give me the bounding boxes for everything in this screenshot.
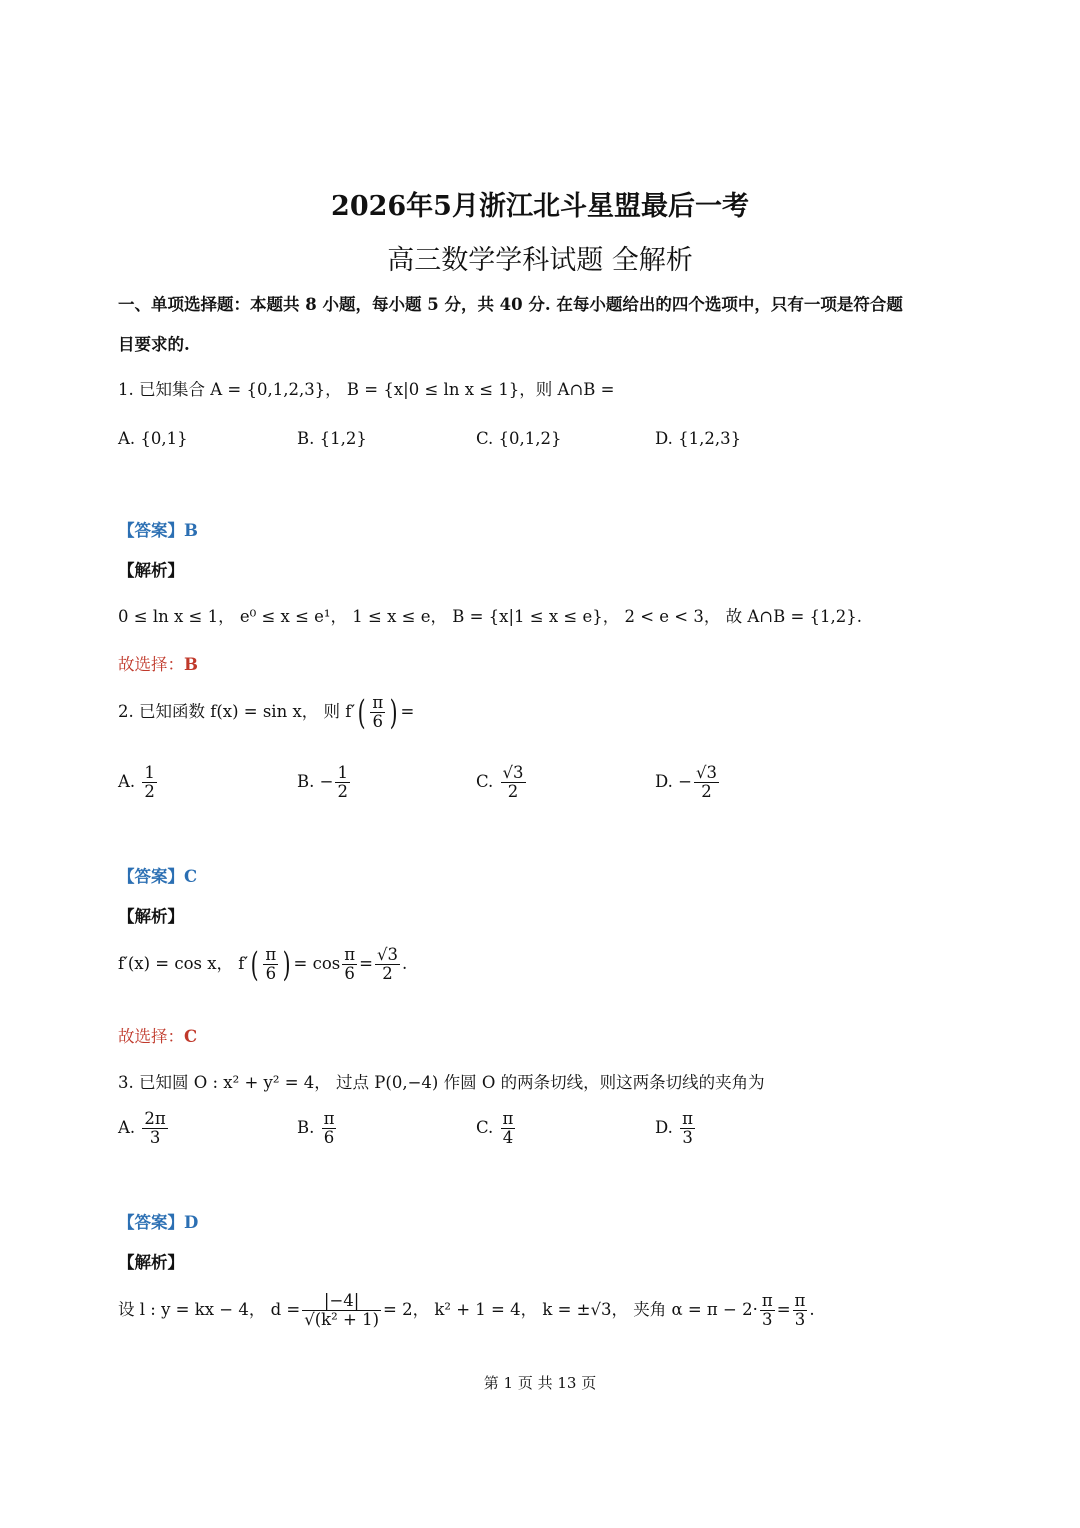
q1-option-b: B. {1,2}: [297, 429, 367, 448]
section-heading-line2: 目要求的.: [118, 335, 190, 354]
conclusion-label: 故选择：: [118, 655, 184, 674]
option-letter: B.: [297, 1118, 315, 1138]
option-letter: D.: [655, 772, 673, 792]
denominator: 3: [794, 1310, 806, 1330]
analysis-fraction: [793, 1292, 808, 1329]
numerator: π: [761, 1291, 773, 1310]
numerator: √3: [502, 763, 524, 782]
q3-option-b: [297, 1110, 338, 1147]
analysis-fraction: [263, 946, 278, 983]
q1-answer: [118, 517, 198, 541]
q3-option-a: [118, 1110, 170, 1147]
numerator: π: [344, 945, 356, 964]
denominator: 6: [265, 964, 277, 984]
q3-stem: 3. 已知圆 O : x² + y² = 4， 过点 P(0,−4) 作圆 O 的两条切线，则这两条切线的夹角为: [118, 1073, 765, 1092]
numerator: 1: [337, 763, 348, 782]
option-fraction: [142, 764, 157, 801]
denominator: 6: [344, 964, 355, 984]
q1-analysis-label: 【解析】: [118, 561, 184, 580]
q2-answer: [118, 863, 197, 887]
analysis-period: .: [809, 1300, 815, 1320]
analysis-fraction: [342, 946, 357, 983]
option-sign: −: [319, 772, 334, 792]
q2-conclusion: [118, 1023, 197, 1047]
analysis-text: = 2， k² + 1 = 4， k = ±√3， 夹角 α = π − 2·: [383, 1300, 758, 1320]
option-letter: C.: [476, 772, 494, 792]
answer-value: C: [184, 867, 198, 886]
conclusion-value: B: [184, 655, 198, 674]
q1-option-d: D. {1,2,3}: [655, 429, 742, 448]
q1-analysis: 0 ≤ ln x ≤ 1， e⁰ ≤ x ≤ e¹， 1 ≤ x ≤ e， B = {x|1 ≤ x ≤ e}， 2 < e < 3， 故 A∩B = {1,2}.: [118, 607, 862, 626]
analysis-text: 设 l : y = kx − 4， d =: [118, 1300, 301, 1320]
numerator: π: [502, 1109, 514, 1128]
numerator: 1: [144, 763, 155, 782]
numerator: |−4|: [302, 1292, 381, 1311]
left-paren: (: [250, 944, 259, 985]
denominator: 2: [337, 782, 348, 802]
option-letter: C.: [476, 1118, 494, 1138]
q2-stem-text: 2. 已知函数 f(x) = sin x， 则 f′: [118, 702, 356, 722]
q1-stem: 1. 已知集合 A = {0,1,2,3}， B = {x|0 ≤ ln x ≤ 1}，则 A∩B =: [118, 380, 615, 399]
option-letter: A.: [118, 1118, 136, 1138]
q3-analysis-label: 【解析】: [118, 1253, 184, 1272]
right-paren: ): [282, 944, 291, 985]
numerator: π: [372, 693, 384, 712]
denominator: 2: [507, 782, 519, 802]
q2-option-c: [476, 764, 528, 801]
analysis-text: f′(x) = cos x， f′: [118, 954, 249, 974]
option-sign: −: [678, 772, 692, 792]
denominator: 2: [701, 782, 712, 802]
q1-conclusion: [118, 651, 198, 675]
q2-option-b: [297, 764, 352, 801]
denominator: 2: [382, 964, 393, 984]
numerator: 2π: [144, 1109, 166, 1128]
denominator: 4: [502, 1128, 514, 1148]
page-number: 第 1 页 共 13 页: [483, 1374, 597, 1392]
section-heading-line1: 一、单项选择题：本题共 8 小题，每小题 5 分，共 40 分. 在每小题给出的四个选项中，只有一项是符合题: [118, 295, 903, 314]
q3-option-c: [476, 1110, 517, 1147]
q2-option-d: [655, 764, 721, 801]
conclusion-value: C: [184, 1027, 198, 1046]
numerator: π: [323, 1109, 335, 1128]
conclusion-label: 故选择：: [118, 1027, 184, 1046]
q2-option-a: [118, 764, 159, 801]
answer-label: 【答案】: [118, 521, 184, 540]
analysis-fraction: [760, 1292, 775, 1329]
denominator: 3: [682, 1128, 693, 1148]
q2-stem-fraction: [370, 694, 385, 731]
numerator: π: [794, 1291, 806, 1310]
analysis-text: =: [776, 1300, 791, 1320]
q3-option-d: [655, 1110, 697, 1147]
option-fraction: [680, 1110, 695, 1147]
numerator: π: [682, 1109, 693, 1128]
option-letter: D.: [655, 1118, 673, 1138]
q3-analysis: [118, 1292, 815, 1329]
analysis-text: =: [359, 954, 373, 974]
page-subtitle: 高三数学学科试题 全解析: [387, 245, 693, 276]
answer-label: 【答案】: [118, 1213, 184, 1232]
option-fraction: [694, 764, 719, 801]
option-fraction: [501, 764, 526, 801]
q2-stem: [118, 694, 414, 731]
q2-analysis: [118, 946, 407, 983]
denominator: 3: [149, 1128, 161, 1148]
denominator: 3: [762, 1310, 773, 1330]
analysis-period: .: [401, 954, 408, 974]
right-paren: ): [389, 692, 398, 733]
q1-option-c: C. {0,1,2}: [476, 429, 562, 448]
page-title: 2026年5月浙江北斗星盟最后一考: [331, 191, 749, 222]
numerator: √3: [695, 763, 717, 782]
answer-value: D: [184, 1213, 199, 1232]
option-fraction: [501, 1110, 516, 1147]
answer-value: B: [184, 521, 198, 540]
answer-label: 【答案】: [118, 867, 184, 886]
option-fraction: [142, 1110, 167, 1147]
denominator: 6: [323, 1128, 335, 1148]
option-fraction: [335, 764, 350, 801]
analysis-text: = cos: [293, 954, 341, 974]
denominator: √(k² + 1): [304, 1310, 380, 1330]
denominator: 6: [372, 712, 384, 732]
q2-stem-equals: =: [400, 702, 415, 722]
q2-analysis-label: 【解析】: [118, 907, 184, 926]
left-paren: (: [357, 692, 366, 733]
option-letter: A.: [118, 772, 136, 792]
denominator: 2: [144, 782, 155, 802]
option-letter: B.: [297, 772, 315, 792]
numerator: √3: [376, 945, 398, 964]
numerator: π: [265, 945, 277, 964]
q3-answer: [118, 1209, 198, 1233]
analysis-fraction: [375, 946, 400, 983]
analysis-fraction: [302, 1292, 381, 1329]
q1-option-a: A. {0,1}: [118, 429, 188, 448]
option-fraction: [322, 1110, 337, 1147]
